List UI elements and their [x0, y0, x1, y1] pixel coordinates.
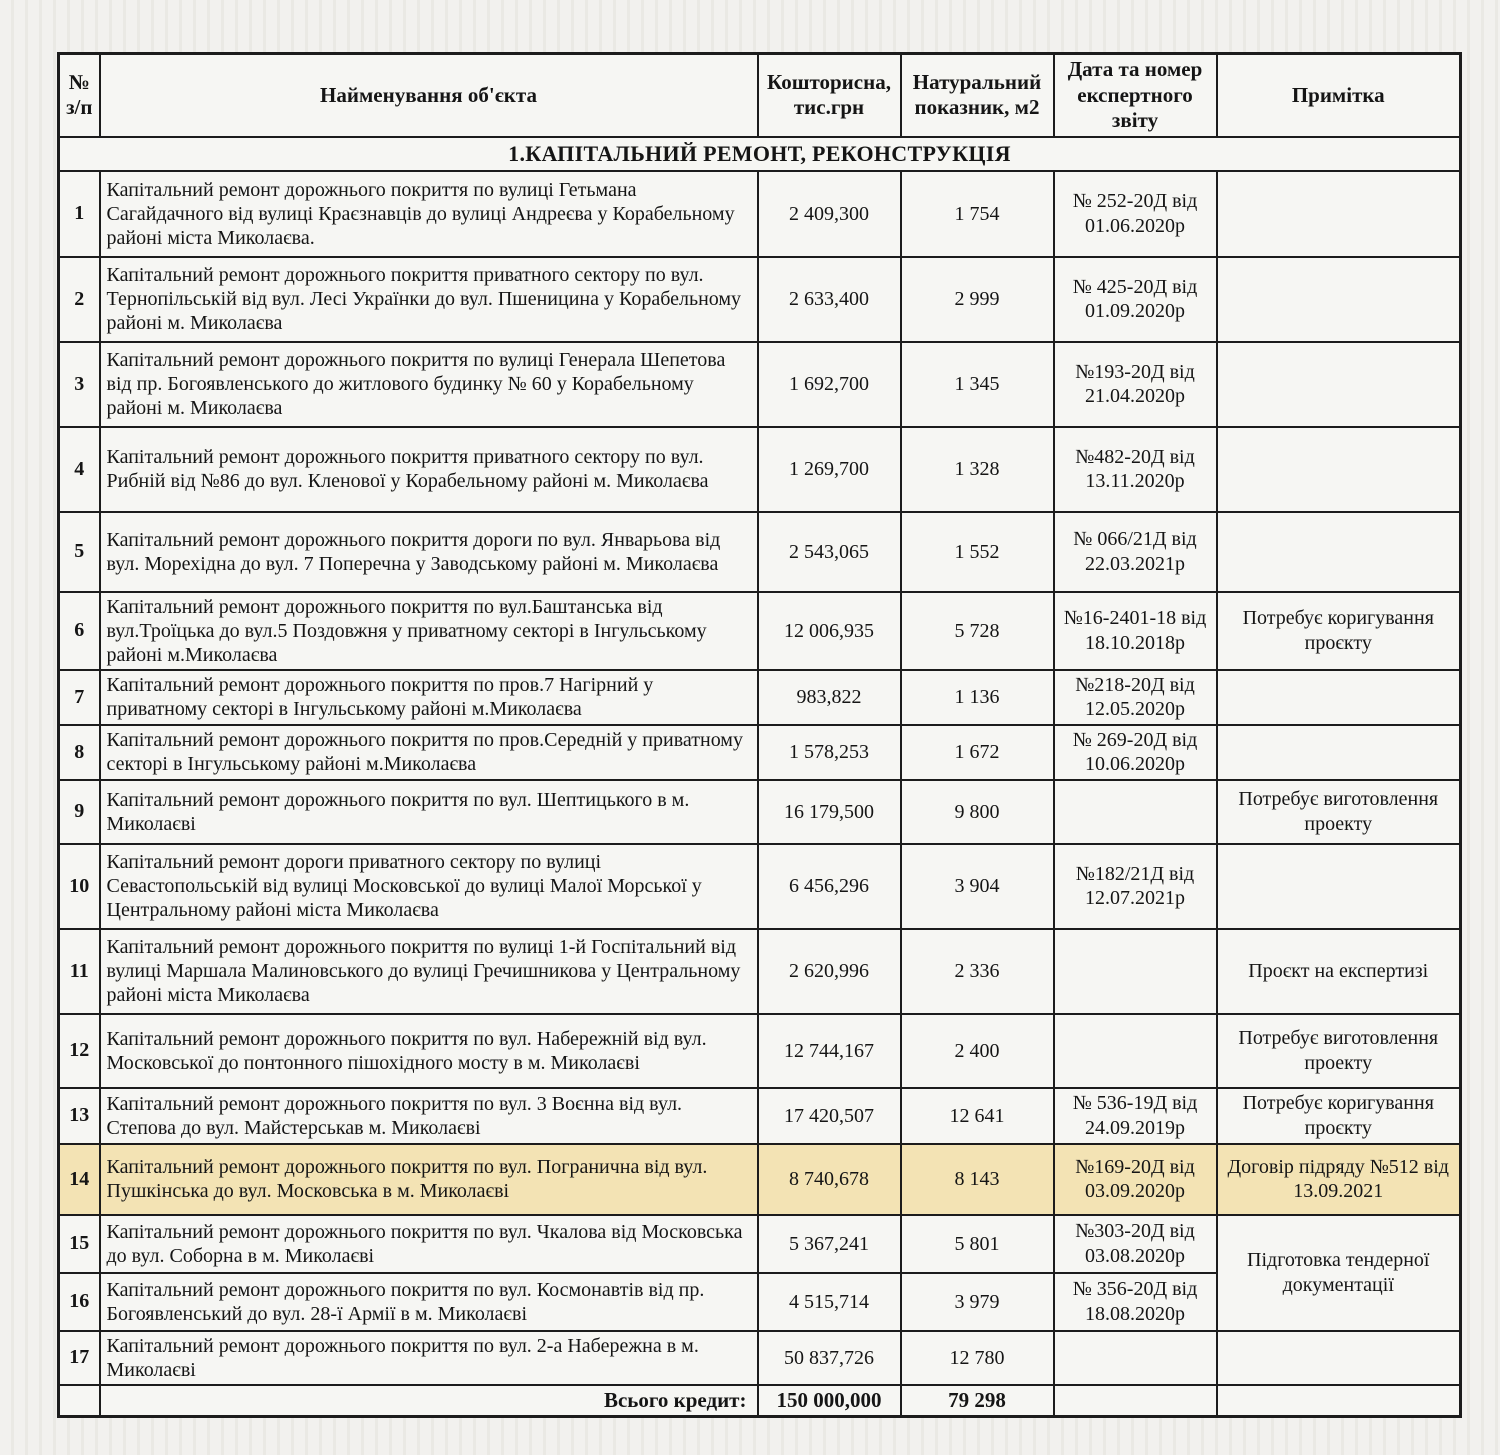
object-name: Капітальний ремонт дорожнього покриття по вул. 2-а Набережна в м. Миколаєві	[100, 1331, 758, 1385]
note-value	[1217, 257, 1461, 342]
report-value	[1054, 929, 1217, 1014]
note-value: Договір підряду №512 від 13.09.2021	[1217, 1144, 1461, 1215]
column-header-name: Найменування об'єкта	[100, 54, 758, 137]
column-header-indicator: Натуральний показник, м2	[901, 54, 1054, 137]
row-number: 17	[59, 1331, 100, 1385]
report-value: №182/21Д від 12.07.2021р	[1054, 844, 1217, 929]
table-header-row	[59, 54, 1461, 137]
row-number: 10	[59, 844, 100, 929]
cost-value: 2 633,400	[758, 257, 901, 342]
cost-value: 2 543,065	[758, 512, 901, 592]
report-value	[1054, 1331, 1217, 1385]
row-number: 9	[59, 780, 100, 844]
note-value	[1217, 342, 1461, 427]
total-indicator-value: 79 298	[901, 1385, 1054, 1417]
indicator-value: 1 136	[901, 670, 1054, 725]
row-number: 8	[59, 725, 100, 780]
note-value	[1217, 670, 1461, 725]
indicator-value: 2 336	[901, 929, 1054, 1014]
cost-value: 6 456,296	[758, 844, 901, 929]
indicator-value: 9 800	[901, 780, 1054, 844]
indicator-value: 5 801	[901, 1215, 1054, 1273]
object-name: Капітальний ремонт дорожнього покриття по пров.7 Нагірний у приватному секторі в Інгульському районі м.Миколаєва	[100, 670, 758, 725]
object-name: Капітальний ремонт дорожнього покриття приватного сектору по вул. Тернопільській від вул. Лесі Українки до вул. Пшеницина у Корабельному районі м. Миколаєва	[100, 257, 758, 342]
row-number: 5	[59, 512, 100, 592]
cost-value: 4 515,714	[758, 1273, 901, 1331]
table-row	[59, 427, 1461, 512]
table-row	[59, 1215, 1461, 1273]
indicator-value: 2 999	[901, 257, 1054, 342]
indicator-value: 1 552	[901, 512, 1054, 592]
row-number: 2	[59, 257, 100, 342]
indicator-value: 1 345	[901, 342, 1054, 427]
report-value: №303-20Д від 03.08.2020р	[1054, 1215, 1217, 1273]
table-row	[59, 1014, 1461, 1088]
object-name: Капітальний ремонт дорожнього покриття по вул. Набережній від вул. Московської до понтонного пішохідного мосту в м. Миколаєві	[100, 1014, 758, 1088]
note-value-merged: Підготовка тендерної документації	[1217, 1215, 1461, 1331]
report-value	[1054, 780, 1217, 844]
cost-value: 16 179,500	[758, 780, 901, 844]
object-name: Капітальний ремонт дорожнього покриття по пров.Середній у приватному секторі в Інгульському районі м.Миколаєва	[100, 725, 758, 780]
row-number: 16	[59, 1273, 100, 1331]
note-value	[1217, 512, 1461, 592]
report-value: №482-20Д від 13.11.2020р	[1054, 427, 1217, 512]
object-name: Капітальний ремонт дорожнього покриття дороги по вул. Январьова від вул. Морехідна до вул. 7 Поперечна у Заводському районі м. Миколаєва	[100, 512, 758, 592]
table-row	[59, 780, 1461, 844]
note-value: Проєкт на експертизі	[1217, 929, 1461, 1014]
cost-value: 17 420,507	[758, 1088, 901, 1144]
table-row	[59, 512, 1461, 592]
object-name: Капітальний ремонт дорожнього покриття по вул. Космонавтів від пр. Богоявленський до вул. 28-ї Армії в м. Миколаєві	[100, 1273, 758, 1331]
cost-value: 1 269,700	[758, 427, 901, 512]
report-value	[1054, 1014, 1217, 1088]
total-empty-num	[59, 1385, 100, 1417]
total-cost-value: 150 000,000	[758, 1385, 901, 1417]
note-value: Потребує виготовлення проекту	[1217, 1014, 1461, 1088]
object-name: Капітальний ремонт дорожнього покриття по вул.Баштанська від вул.Троїцька до вул.5 Поздовжня у приватному секторі в Інгульському районі м.Миколаєва	[100, 592, 758, 670]
row-number: 13	[59, 1088, 100, 1144]
cost-value: 983,822	[758, 670, 901, 725]
report-value: № 356-20Д від 18.08.2020р	[1054, 1273, 1217, 1331]
table-row	[59, 725, 1461, 780]
report-value: №218-20Д від 12.05.2020р	[1054, 670, 1217, 725]
report-value: №169-20Д від 03.09.2020р	[1054, 1144, 1217, 1215]
table-row	[59, 171, 1461, 257]
object-name: Капітальний ремонт дороги приватного сектору по вулиці Севастопольській від вулиці Московської до вулиці Малої Морської у Центральному районі міста Миколаєва	[100, 844, 758, 929]
row-number: 3	[59, 342, 100, 427]
total-row	[59, 1385, 1461, 1417]
row-number: 7	[59, 670, 100, 725]
report-value: № 252-20Д від 01.06.2020р	[1054, 171, 1217, 257]
object-name: Капітальний ремонт дорожнього покриття по вулиці 1-й Госпітальний від вулиці Маршала Малиновського до вулиці Гречишникова у Центральному районі міста Миколаєва	[100, 929, 758, 1014]
column-header-num: № з/п	[59, 54, 100, 137]
note-value	[1217, 427, 1461, 512]
report-value: №16-2401-18 від 18.10.2018р	[1054, 592, 1217, 670]
note-value	[1217, 171, 1461, 257]
indicator-value: 12 780	[901, 1331, 1054, 1385]
note-value: Потребує коригування проєкту	[1217, 1088, 1461, 1144]
indicator-value: 3 979	[901, 1273, 1054, 1331]
indicator-value: 1 328	[901, 427, 1054, 512]
indicator-value: 1 672	[901, 725, 1054, 780]
indicator-value: 8 143	[901, 1144, 1054, 1215]
report-value: №193-20Д від 21.04.2020р	[1054, 342, 1217, 427]
column-header-note: Примітка	[1217, 54, 1461, 137]
object-name: Капітальний ремонт дорожнього покриття по вулиці Гетьмана Сагайдачного від вулиці Краєзнавців до вулиці Андреєва у Корабельному районі міста Миколаєва.	[100, 171, 758, 257]
table-row	[59, 670, 1461, 725]
section-header-row	[59, 137, 1461, 171]
table-row	[59, 342, 1461, 427]
object-name: Капітальний ремонт дорожнього покриття по вул. Шептицького в м. Миколаєві	[100, 780, 758, 844]
note-value: Потребує коригування проєкту	[1217, 592, 1461, 670]
indicator-value: 2 400	[901, 1014, 1054, 1088]
cost-value: 50 837,726	[758, 1331, 901, 1385]
cost-value: 2 409,300	[758, 171, 901, 257]
object-name: Капітальний ремонт дорожнього покриття по вул. Погранична від вул. Пушкінська до вул. Московська в м. Миколаєві	[100, 1144, 758, 1215]
cost-value: 1 692,700	[758, 342, 901, 427]
object-name: Капітальний ремонт дорожнього покриття по вул. 3 Воєнна від вул. Степова до вул. Майстерськав м. Миколаєві	[100, 1088, 758, 1144]
report-value: № 066/21Д від 22.03.2021р	[1054, 512, 1217, 592]
indicator-value: 3 904	[901, 844, 1054, 929]
row-number: 11	[59, 929, 100, 1014]
row-number: 6	[59, 592, 100, 670]
object-name: Капітальний ремонт дорожнього покриття приватного сектору по вул. Рибній від №86 до вул. Кленової у Корабельному районі м. Миколаєва	[100, 427, 758, 512]
cost-value: 8 740,678	[758, 1144, 901, 1215]
section-title: 1.КАПІТАЛЬНИЙ РЕМОНТ, РЕКОНСТРУКЦІЯ	[59, 137, 1461, 171]
note-value	[1217, 1331, 1461, 1385]
report-value: № 269-20Д від 10.06.2020р	[1054, 725, 1217, 780]
row-number: 12	[59, 1014, 100, 1088]
capital-repair-table	[57, 52, 1462, 1418]
object-name: Капітальний ремонт дорожнього покриття по вул. Чкалова від Московська до вул. Соборна в м. Миколаєві	[100, 1215, 758, 1273]
table-row	[59, 592, 1461, 670]
total-empty-report	[1054, 1385, 1217, 1417]
total-label: Всього кредит:	[100, 1385, 758, 1417]
table-row	[59, 929, 1461, 1014]
report-value: № 536-19Д від 24.09.2019р	[1054, 1088, 1217, 1144]
row-number: 15	[59, 1215, 100, 1273]
indicator-value: 12 641	[901, 1088, 1054, 1144]
table-row	[59, 1088, 1461, 1144]
object-name: Капітальний ремонт дорожнього покриття по вулиці Генерала Шепетова від пр. Богоявленського до житлового будинку № 60 у Корабельному районі м. Миколаєва	[100, 342, 758, 427]
cost-value: 12 006,935	[758, 592, 901, 670]
table-row	[59, 257, 1461, 342]
note-value	[1217, 844, 1461, 929]
report-value: № 425-20Д від 01.09.2020р	[1054, 257, 1217, 342]
cost-value: 12 744,167	[758, 1014, 901, 1088]
total-empty-note	[1217, 1385, 1461, 1417]
table-row-highlighted	[59, 1144, 1461, 1215]
note-value	[1217, 725, 1461, 780]
cost-value: 2 620,996	[758, 929, 901, 1014]
column-header-cost: Кошторисна, тис.грн	[758, 54, 901, 137]
column-header-report: Дата та номер експертного звіту	[1054, 54, 1217, 137]
note-value: Потребує виготовлення проекту	[1217, 780, 1461, 844]
row-number: 1	[59, 171, 100, 257]
row-number: 14	[59, 1144, 100, 1215]
cost-value: 1 578,253	[758, 725, 901, 780]
table-row	[59, 1331, 1461, 1385]
row-number: 4	[59, 427, 100, 512]
table-row	[59, 844, 1461, 929]
indicator-value: 5 728	[901, 592, 1054, 670]
cost-value: 5 367,241	[758, 1215, 901, 1273]
indicator-value: 1 754	[901, 171, 1054, 257]
